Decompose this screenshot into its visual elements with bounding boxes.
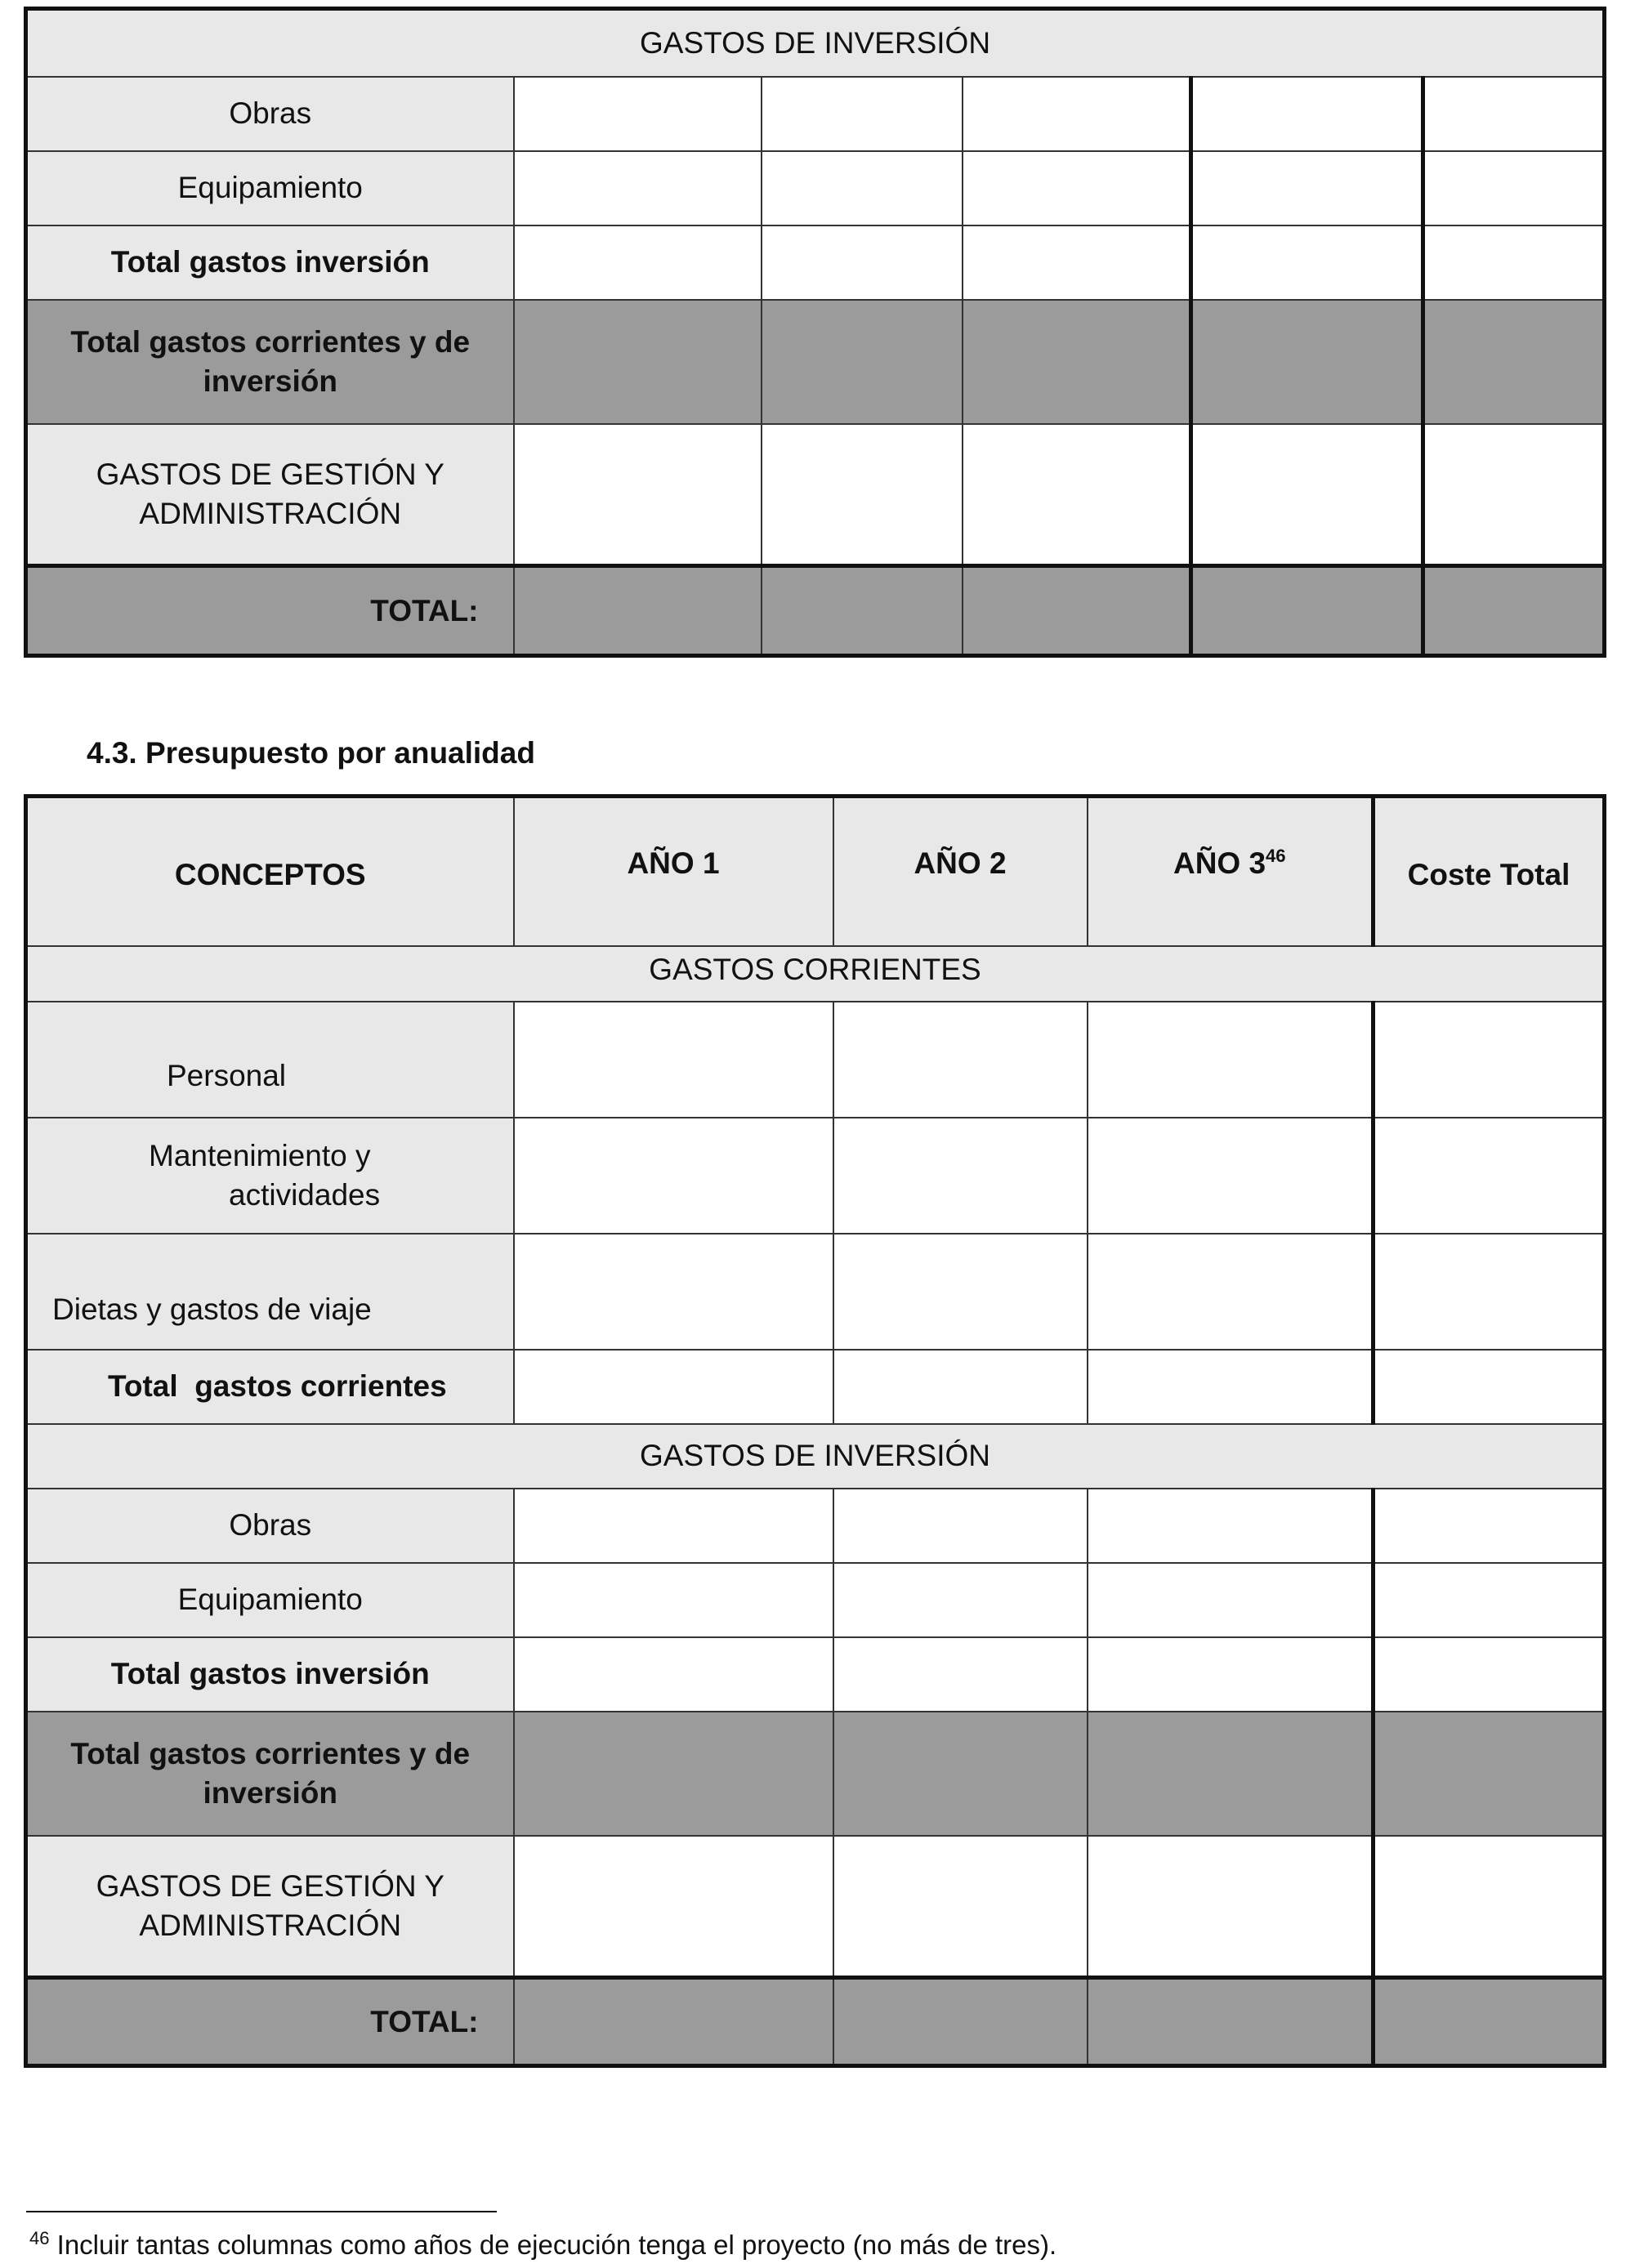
shaded-cell[interactable] — [1191, 566, 1423, 656]
section-heading: 4.3. Presupuesto por anualidad — [87, 736, 535, 770]
shaded-cell[interactable] — [833, 1712, 1088, 1836]
input-cell[interactable] — [1374, 1836, 1605, 1978]
label-line: ADMINISTRACIÓN — [139, 1908, 402, 1942]
shaded-cell[interactable] — [1088, 1712, 1374, 1836]
table-row — [26, 1234, 1605, 1350]
table-row — [26, 1637, 1605, 1712]
header-ano-3-label: AÑO 3 — [1173, 846, 1266, 880]
row-label-total: TOTAL: — [26, 1978, 514, 2066]
table-row-shaded — [26, 1712, 1605, 1836]
label-line: GASTOS DE GESTIÓN Y — [96, 457, 444, 491]
row-label-dietas: Dietas y gastos de viaje — [26, 1234, 514, 1350]
row-label-personal: Personal — [26, 1002, 514, 1118]
shaded-cell[interactable] — [1374, 1712, 1605, 1836]
input-cell[interactable] — [1088, 1350, 1374, 1424]
label-line: actividades — [229, 1177, 381, 1212]
input-cell[interactable] — [833, 1002, 1088, 1118]
input-cell[interactable] — [514, 1002, 833, 1118]
shaded-cell[interactable] — [1423, 300, 1605, 424]
table-row — [26, 1350, 1605, 1424]
shaded-cell[interactable] — [1423, 566, 1605, 656]
section-row-investment — [26, 1424, 1605, 1489]
budget-by-year-table — [24, 794, 1606, 2068]
row-label-gestion-administracion — [26, 1836, 514, 1978]
row-label-total-inversion: Total gastos inversión — [26, 1637, 514, 1712]
input-cell[interactable] — [1088, 1002, 1374, 1118]
shaded-cell[interactable] — [762, 566, 963, 656]
input-cell[interactable] — [1088, 1637, 1374, 1712]
footnote-text: Incluir tantas columnas como años de ejecución tenga el proyecto (no más de tres). — [56, 2230, 1057, 2260]
input-cell[interactable] — [1423, 77, 1605, 151]
input-cell[interactable] — [963, 77, 1191, 151]
label-line: Mantenimiento y — [149, 1138, 371, 1172]
row-label-total-corrientes-inversion — [26, 300, 514, 424]
table-row — [26, 1563, 1605, 1637]
input-cell[interactable] — [514, 1118, 833, 1234]
input-cell[interactable] — [1191, 225, 1423, 300]
section-row-investment — [26, 9, 1605, 77]
input-cell[interactable] — [1088, 1563, 1374, 1637]
input-cell[interactable] — [1374, 1637, 1605, 1712]
input-cell[interactable] — [1088, 1118, 1374, 1234]
table-row — [26, 424, 1605, 566]
row-label-total-corrientes-inversion — [26, 1712, 514, 1836]
input-cell[interactable] — [1374, 1002, 1605, 1118]
footnote-divider — [26, 2211, 497, 2212]
input-cell[interactable] — [1374, 1234, 1605, 1350]
shaded-cell[interactable] — [514, 300, 762, 424]
input-cell[interactable] — [1423, 424, 1605, 566]
input-cell[interactable] — [833, 1234, 1088, 1350]
label-line: ADMINISTRACIÓN — [139, 496, 402, 530]
input-cell[interactable] — [1088, 1234, 1374, 1350]
section-title-investment: GASTOS DE INVERSIÓN — [26, 1424, 1605, 1489]
input-cell[interactable] — [514, 1637, 833, 1712]
input-cell[interactable] — [833, 1118, 1088, 1234]
input-cell[interactable] — [1374, 1350, 1605, 1424]
input-cell[interactable] — [514, 424, 762, 566]
shaded-cell[interactable] — [514, 566, 762, 656]
row-label-total: TOTAL: — [26, 566, 514, 656]
header-row — [26, 797, 1605, 946]
header-ano-1: AÑO 1 — [514, 797, 833, 946]
row-label-equipamiento: Equipamiento — [26, 151, 514, 225]
header-ano-2: AÑO 2 — [833, 797, 1088, 946]
header-conceptos: CONCEPTOS — [26, 797, 514, 946]
label-line: Total gastos corrientes y de — [70, 324, 471, 359]
table-row-total — [26, 566, 1605, 656]
footnote — [29, 2227, 1056, 2263]
row-label-total-corrientes: Total gastos corrientes — [26, 1350, 514, 1424]
section-title-investment: GASTOS DE INVERSIÓN — [26, 9, 1605, 77]
shaded-cell[interactable] — [514, 1712, 833, 1836]
input-cell[interactable] — [514, 151, 762, 225]
shaded-cell[interactable] — [1374, 1978, 1605, 2066]
shaded-cell[interactable] — [1191, 300, 1423, 424]
footnote-ref-46[interactable]: 46 — [1266, 845, 1286, 866]
table-row — [26, 1489, 1605, 1563]
input-cell[interactable] — [1191, 151, 1423, 225]
input-cell[interactable] — [762, 151, 963, 225]
input-cell[interactable] — [833, 1836, 1088, 1978]
input-cell[interactable] — [1191, 77, 1423, 151]
table-row — [26, 77, 1605, 151]
input-cell[interactable] — [833, 1489, 1088, 1563]
input-cell[interactable] — [833, 1350, 1088, 1424]
input-cell[interactable] — [833, 1563, 1088, 1637]
input-cell[interactable] — [1191, 424, 1423, 566]
shaded-cell[interactable] — [762, 300, 963, 424]
input-cell[interactable] — [514, 1234, 833, 1350]
row-label-gestion-administracion — [26, 424, 514, 566]
label-line: inversión — [203, 364, 337, 398]
table-row — [26, 1118, 1605, 1234]
table-row-total — [26, 1978, 1605, 2066]
input-cell[interactable] — [514, 77, 762, 151]
label-line: Total gastos corrientes y de — [70, 1736, 471, 1770]
budget-table-continued — [24, 7, 1606, 658]
table-row-shaded — [26, 300, 1605, 424]
table-row — [26, 151, 1605, 225]
footnote-number: 46 — [29, 2228, 50, 2248]
shaded-cell[interactable] — [1088, 1978, 1374, 2066]
input-cell[interactable] — [1374, 1563, 1605, 1637]
shaded-cell[interactable] — [963, 300, 1191, 424]
row-label-total-inversion: Total gastos inversión — [26, 225, 514, 300]
input-cell[interactable] — [762, 77, 963, 151]
input-cell[interactable] — [1423, 151, 1605, 225]
input-cell[interactable] — [762, 424, 963, 566]
input-cell[interactable] — [1088, 1489, 1374, 1563]
input-cell[interactable] — [963, 151, 1191, 225]
input-cell[interactable] — [1374, 1489, 1605, 1563]
shaded-cell[interactable] — [833, 1978, 1088, 2066]
row-label-obras: Obras — [26, 77, 514, 151]
input-cell[interactable] — [1423, 225, 1605, 300]
input-cell[interactable] — [514, 1489, 833, 1563]
section-title-current: GASTOS CORRIENTES — [26, 946, 1605, 1002]
header-coste-total: Coste Total — [1374, 797, 1605, 946]
row-label-obras: Obras — [26, 1489, 514, 1563]
input-cell[interactable] — [963, 424, 1191, 566]
table-row — [26, 1836, 1605, 1978]
table-row — [26, 1002, 1605, 1118]
input-cell[interactable] — [1088, 1836, 1374, 1978]
input-cell[interactable] — [514, 1563, 833, 1637]
header-ano-3 — [1088, 797, 1374, 946]
input-cell[interactable] — [963, 225, 1191, 300]
input-cell[interactable] — [1374, 1118, 1605, 1234]
row-label-mantenimiento — [26, 1118, 514, 1234]
row-label-equipamiento: Equipamiento — [26, 1563, 514, 1637]
label-line: inversión — [203, 1775, 337, 1810]
table-row — [26, 225, 1605, 300]
shaded-cell[interactable] — [963, 566, 1191, 656]
input-cell[interactable] — [762, 225, 963, 300]
input-cell[interactable] — [514, 225, 762, 300]
shaded-cell[interactable] — [514, 1978, 833, 2066]
input-cell[interactable] — [514, 1836, 833, 1978]
input-cell[interactable] — [833, 1637, 1088, 1712]
input-cell[interactable] — [514, 1350, 833, 1424]
section-row-current — [26, 946, 1605, 1002]
label-line: GASTOS DE GESTIÓN Y — [96, 1868, 444, 1903]
